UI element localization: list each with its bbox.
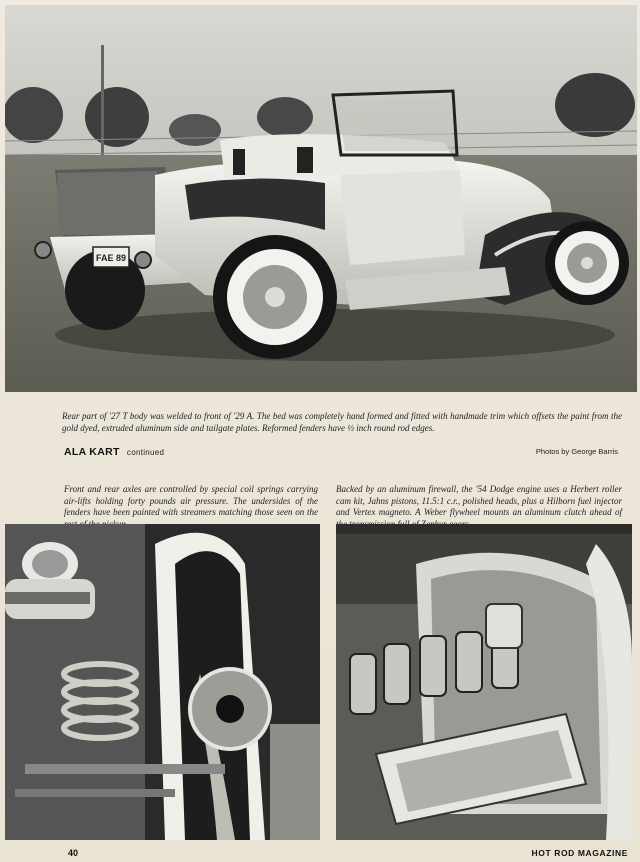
license-plate-text: FAE 89	[95, 253, 127, 263]
body-column-right: Backed by an aluminum firewall, the '54 Dodge engine uses a Herbert roller cam kit, Jahns pistons, 11.5:1 c.r., polished heads, plus a Hilborn fuel injector and Vertex magneto. A Weber flywheel mounts an aluminum clutch ahead of	[336, 484, 622, 517]
body-column-left: Front and rear axles are controlled by special coil springs carrying air-lifts holding forty pounds air pressure. The undersides of the fenders have been painted with streamers matching those seen on the	[64, 484, 318, 517]
engine-detail-photo	[336, 524, 632, 840]
story-title: ALA KART	[64, 446, 120, 458]
story-title-line	[64, 446, 164, 458]
page-number: 40	[68, 848, 79, 858]
hero-caption: Rear part of '27 T body was welded to front of '29 A. The bed was completely hand formed and fitted with handmade trim which offsets the paint from the gold dyed, extruded aluminum side and tailgate plates. Reformed fenders have ½ inch round rod edges.	[62, 411, 622, 433]
magazine-name: HOT ROD MAGAZINE	[531, 848, 628, 858]
photo-credit: Photos by George Barris	[535, 447, 618, 456]
story-header	[64, 446, 624, 460]
story-continued-label: continued	[126, 448, 165, 457]
hero-photo-pickup	[5, 5, 637, 392]
axle-detail-photo	[5, 524, 320, 840]
